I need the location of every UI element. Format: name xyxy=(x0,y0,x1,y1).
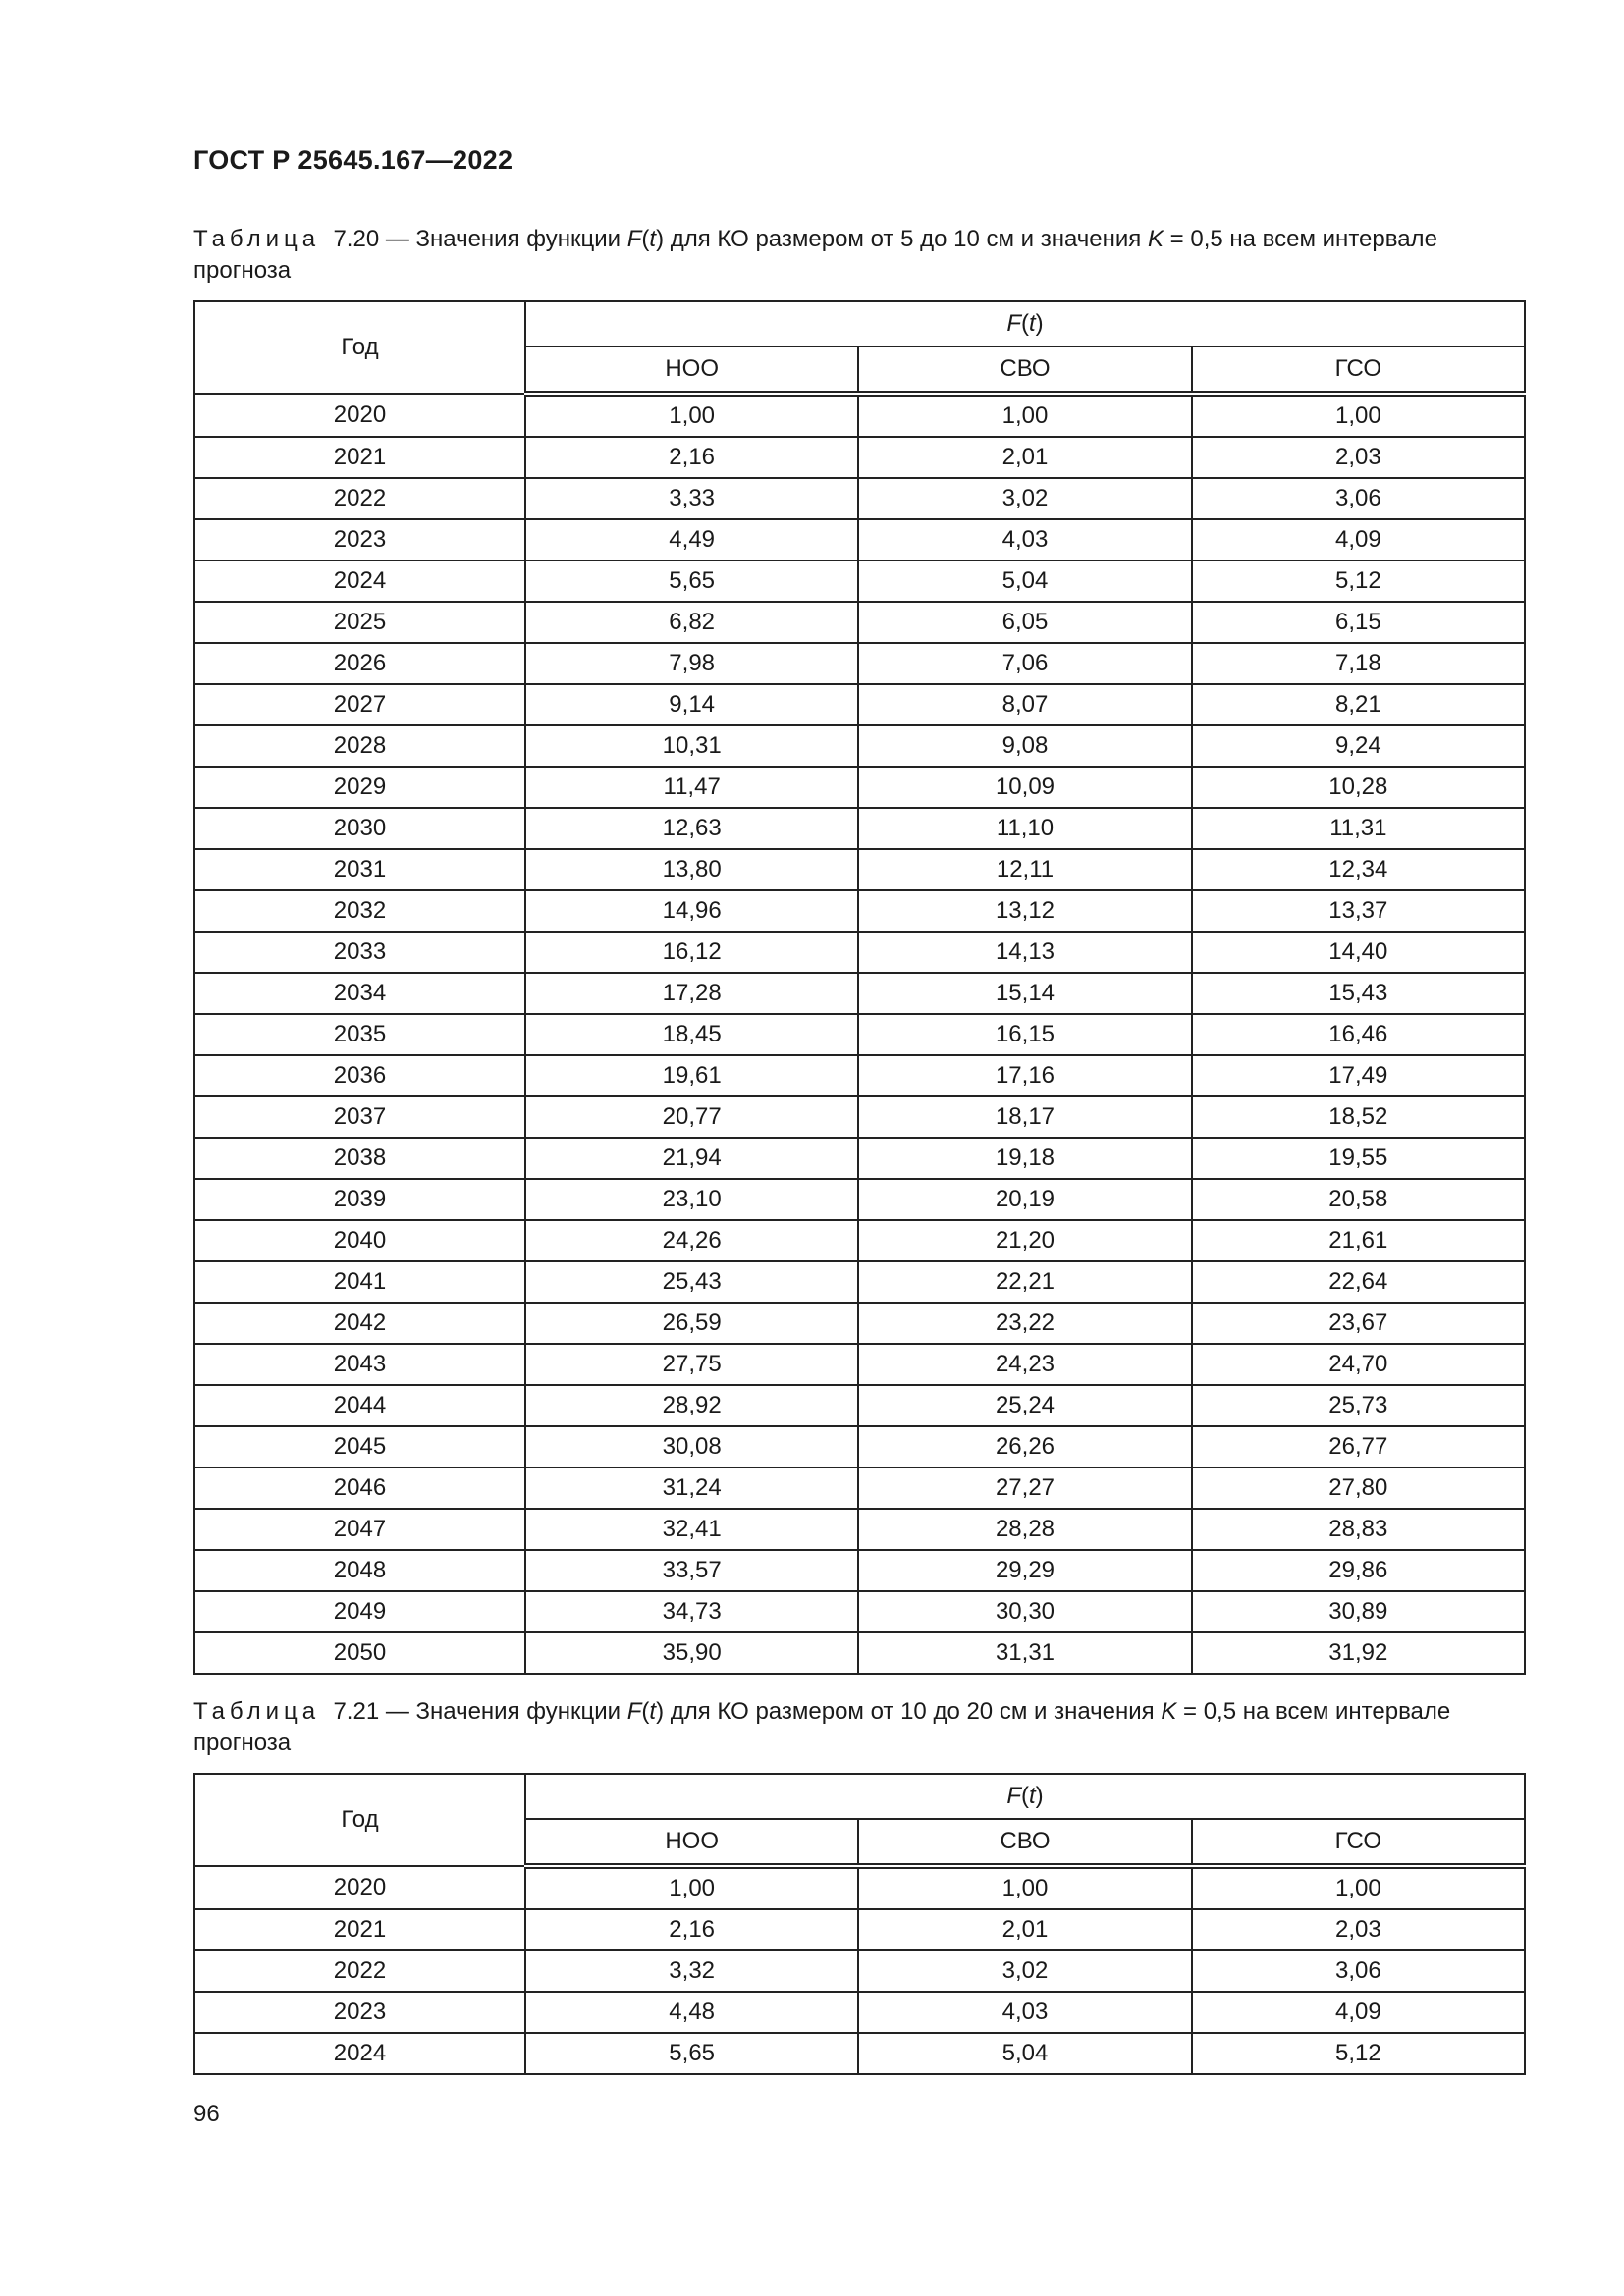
value-cell: 30,89 xyxy=(1192,1591,1525,1632)
value-cell: 13,37 xyxy=(1192,890,1525,932)
caption-func: F xyxy=(626,226,642,252)
value-cell: 5,04 xyxy=(858,561,1191,602)
value-cell: 25,43 xyxy=(525,1261,858,1303)
value-cell: 30,30 xyxy=(858,1591,1191,1632)
year-cell: 2023 xyxy=(194,1992,525,2033)
value-cell: 23,22 xyxy=(858,1303,1191,1344)
year-cell: 2035 xyxy=(194,1014,525,1055)
year-cell: 2024 xyxy=(194,2033,525,2074)
value-cell: 4,09 xyxy=(1192,1992,1525,2033)
table-row xyxy=(194,1550,1525,1591)
caption-label: Таблица xyxy=(193,226,321,252)
year-cell: 2020 xyxy=(194,1866,525,1909)
year-cell: 2028 xyxy=(194,725,525,767)
table-caption: Таблица 7.21 — Значения функции F(t) для КО размером от 10 до 20 см и значения K = 0,5 на всем интервале прогноза xyxy=(193,1698,1451,1756)
value-cell: 24,23 xyxy=(858,1344,1191,1385)
value-cell: 11,31 xyxy=(1192,808,1525,849)
value-cell: 13,12 xyxy=(858,890,1191,932)
value-cell: 9,14 xyxy=(525,684,858,725)
table-row xyxy=(194,1014,1525,1055)
table-row xyxy=(194,478,1525,519)
value-cell: 34,73 xyxy=(525,1591,858,1632)
year-cell: 2033 xyxy=(194,932,525,973)
year-cell: 2029 xyxy=(194,767,525,808)
table-row xyxy=(194,725,1525,767)
value-cell: 12,63 xyxy=(525,808,858,849)
table-row xyxy=(194,394,1525,437)
year-cell: 2044 xyxy=(194,1385,525,1426)
table-row xyxy=(194,849,1525,890)
value-cell: 1,00 xyxy=(1192,1866,1525,1909)
column-header: СВО xyxy=(858,347,1191,394)
value-cell: 27,80 xyxy=(1192,1468,1525,1509)
table-row xyxy=(194,561,1525,602)
table-row xyxy=(194,643,1525,684)
value-cell: 20,77 xyxy=(525,1096,858,1138)
year-cell: 2046 xyxy=(194,1468,525,1509)
value-cell: 29,29 xyxy=(858,1550,1191,1591)
value-cell: 10,09 xyxy=(858,767,1191,808)
caption-k: K xyxy=(1147,226,1164,252)
table-row xyxy=(194,1468,1525,1509)
table-row xyxy=(194,932,1525,973)
value-cell: 16,46 xyxy=(1192,1014,1525,1055)
year-cell: 2027 xyxy=(194,684,525,725)
year-cell: 2022 xyxy=(194,1950,525,1992)
year-cell: 2031 xyxy=(194,849,525,890)
year-cell: 2032 xyxy=(194,890,525,932)
year-cell: 2024 xyxy=(194,561,525,602)
value-cell: 21,20 xyxy=(858,1220,1191,1261)
year-cell: 2034 xyxy=(194,973,525,1014)
value-cell: 7,06 xyxy=(858,643,1191,684)
table-row xyxy=(194,890,1525,932)
year-cell: 2023 xyxy=(194,519,525,561)
value-cell: 3,06 xyxy=(1192,478,1525,519)
value-cell: 3,06 xyxy=(1192,1950,1525,1992)
value-cell: 17,28 xyxy=(525,973,858,1014)
year-cell: 2041 xyxy=(194,1261,525,1303)
table-row xyxy=(194,1055,1525,1096)
year-cell: 2021 xyxy=(194,1909,525,1950)
data-table xyxy=(193,300,1526,1675)
table-row xyxy=(194,1632,1525,1674)
value-cell: 4,49 xyxy=(525,519,858,561)
value-cell: 11,10 xyxy=(858,808,1191,849)
caption-text: для КО размером от 5 до 10 см и значения xyxy=(670,226,1142,252)
value-cell: 10,28 xyxy=(1192,767,1525,808)
table-row xyxy=(194,519,1525,561)
caption-func: F xyxy=(626,1698,642,1725)
value-cell: 35,90 xyxy=(525,1632,858,1674)
table-row xyxy=(194,1261,1525,1303)
year-cell: 2020 xyxy=(194,394,525,437)
table-row xyxy=(194,1138,1525,1179)
caption-arg: t xyxy=(649,226,657,252)
table-row xyxy=(194,1096,1525,1138)
year-cell: 2037 xyxy=(194,1096,525,1138)
value-cell: 28,92 xyxy=(525,1385,858,1426)
table-row xyxy=(194,973,1525,1014)
value-cell: 26,26 xyxy=(858,1426,1191,1468)
caption-text: 7.21 — Значения функции xyxy=(333,1698,622,1725)
value-cell: 1,00 xyxy=(525,1866,858,1909)
year-cell: 2047 xyxy=(194,1509,525,1550)
year-cell: 2048 xyxy=(194,1550,525,1591)
year-cell: 2021 xyxy=(194,437,525,478)
caption-text: = 0,5 на всем интервале прогноза xyxy=(193,1698,1451,1756)
year-cell: 2022 xyxy=(194,478,525,519)
table-row xyxy=(194,437,1525,478)
table-row xyxy=(194,684,1525,725)
table-row xyxy=(194,1509,1525,1550)
table-row xyxy=(194,1992,1525,2033)
value-cell: 16,15 xyxy=(858,1014,1191,1055)
value-cell: 13,80 xyxy=(525,849,858,890)
caption-arg: t xyxy=(649,1698,657,1725)
value-cell: 28,83 xyxy=(1192,1509,1525,1550)
value-cell: 2,03 xyxy=(1192,1909,1525,1950)
value-cell: 1,00 xyxy=(858,1866,1191,1909)
value-cell: 29,86 xyxy=(1192,1550,1525,1591)
value-cell: 1,00 xyxy=(1192,394,1525,437)
value-cell: 16,12 xyxy=(525,932,858,973)
column-header: СВО xyxy=(858,1819,1191,1866)
table-row xyxy=(194,2033,1525,2074)
value-cell: 21,94 xyxy=(525,1138,858,1179)
value-cell: 20,58 xyxy=(1192,1179,1525,1220)
year-column-header: Год xyxy=(194,301,525,394)
value-cell: 6,05 xyxy=(858,602,1191,643)
value-cell: 3,33 xyxy=(525,478,858,519)
value-cell: 30,08 xyxy=(525,1426,858,1468)
year-cell: 2040 xyxy=(194,1220,525,1261)
value-cell: 19,18 xyxy=(858,1138,1191,1179)
value-cell: 8,21 xyxy=(1192,684,1525,725)
caption-text: 7.20 — Значения функции xyxy=(333,226,622,252)
value-cell: 32,41 xyxy=(525,1509,858,1550)
value-cell: 15,43 xyxy=(1192,973,1525,1014)
column-header: ГСО xyxy=(1192,1819,1525,1866)
value-cell: 3,02 xyxy=(858,478,1191,519)
year-cell: 2030 xyxy=(194,808,525,849)
year-cell: 2036 xyxy=(194,1055,525,1096)
value-cell: 14,40 xyxy=(1192,932,1525,973)
function-group-header: F(t) xyxy=(525,301,1525,347)
column-header: НОО xyxy=(525,1819,858,1866)
value-cell: 31,24 xyxy=(525,1468,858,1509)
value-cell: 3,02 xyxy=(858,1950,1191,1992)
year-cell: 2042 xyxy=(194,1303,525,1344)
table-row xyxy=(194,1591,1525,1632)
year-cell: 2049 xyxy=(194,1591,525,1632)
value-cell: 2,01 xyxy=(858,1909,1191,1950)
value-cell: 2,01 xyxy=(858,437,1191,478)
value-cell: 24,70 xyxy=(1192,1344,1525,1385)
value-cell: 1,00 xyxy=(858,394,1191,437)
table-row xyxy=(194,1385,1525,1426)
table-row xyxy=(194,1909,1525,1950)
value-cell: 9,24 xyxy=(1192,725,1525,767)
year-cell: 2045 xyxy=(194,1426,525,1468)
year-cell: 2050 xyxy=(194,1632,525,1674)
year-cell: 2026 xyxy=(194,643,525,684)
value-cell: 27,75 xyxy=(525,1344,858,1385)
value-cell: 22,21 xyxy=(858,1261,1191,1303)
table-caption: Таблица 7.20 — Значения функции F(t) для КО размером от 5 до 10 см и значения K = 0,5 на всем интервале прогноза xyxy=(193,226,1437,284)
table-row xyxy=(194,602,1525,643)
document-header: ГОСТ Р 25645.167—2022 xyxy=(193,145,514,175)
value-cell: 25,73 xyxy=(1192,1385,1525,1426)
value-cell: 12,11 xyxy=(858,849,1191,890)
data-table xyxy=(193,1773,1526,2075)
value-cell: 4,09 xyxy=(1192,519,1525,561)
value-cell: 10,31 xyxy=(525,725,858,767)
table-row xyxy=(194,1866,1525,1909)
value-cell: 5,12 xyxy=(1192,561,1525,602)
value-cell: 4,03 xyxy=(858,519,1191,561)
value-cell: 33,57 xyxy=(525,1550,858,1591)
value-cell: 24,26 xyxy=(525,1220,858,1261)
value-cell: 31,31 xyxy=(858,1632,1191,1674)
value-cell: 8,07 xyxy=(858,684,1191,725)
value-cell: 14,96 xyxy=(525,890,858,932)
year-cell: 2039 xyxy=(194,1179,525,1220)
value-cell: 17,16 xyxy=(858,1055,1191,1096)
function-group-header: F(t) xyxy=(525,1774,1525,1819)
value-cell: 12,34 xyxy=(1192,849,1525,890)
value-cell: 2,16 xyxy=(525,1909,858,1950)
value-cell: 26,59 xyxy=(525,1303,858,1344)
column-header: ГСО xyxy=(1192,347,1525,394)
value-cell: 7,18 xyxy=(1192,643,1525,684)
table-row xyxy=(194,1950,1525,1992)
value-cell: 5,12 xyxy=(1192,2033,1525,2074)
value-cell: 22,64 xyxy=(1192,1261,1525,1303)
value-cell: 5,65 xyxy=(525,561,858,602)
value-cell: 23,67 xyxy=(1192,1303,1525,1344)
page-number: 96 xyxy=(193,2101,220,2127)
table-row xyxy=(194,1179,1525,1220)
value-cell: 18,17 xyxy=(858,1096,1191,1138)
value-cell: 19,61 xyxy=(525,1055,858,1096)
value-cell: 6,82 xyxy=(525,602,858,643)
table-row xyxy=(194,808,1525,849)
value-cell: 4,48 xyxy=(525,1992,858,2033)
value-cell: 19,55 xyxy=(1192,1138,1525,1179)
value-cell: 31,92 xyxy=(1192,1632,1525,1674)
value-cell: 9,08 xyxy=(858,725,1191,767)
value-cell: 23,10 xyxy=(525,1179,858,1220)
value-cell: 14,13 xyxy=(858,932,1191,973)
table-row xyxy=(194,1426,1525,1468)
caption-text: = 0,5 на всем интервале прогноза xyxy=(193,226,1437,284)
year-cell: 2025 xyxy=(194,602,525,643)
value-cell: 3,32 xyxy=(525,1950,858,1992)
caption-label: Таблица xyxy=(193,1698,321,1725)
year-cell: 2038 xyxy=(194,1138,525,1179)
value-cell: 27,27 xyxy=(858,1468,1191,1509)
table-row xyxy=(194,1303,1525,1344)
value-cell: 2,16 xyxy=(525,437,858,478)
value-cell: 20,19 xyxy=(858,1179,1191,1220)
caption-text: для КО размером от 10 до 20 см и значения xyxy=(670,1698,1155,1725)
value-cell: 4,03 xyxy=(858,1992,1191,2033)
year-column-header: Год xyxy=(194,1774,525,1866)
value-cell: 25,24 xyxy=(858,1385,1191,1426)
value-cell: 6,15 xyxy=(1192,602,1525,643)
value-cell: 15,14 xyxy=(858,973,1191,1014)
value-cell: 26,77 xyxy=(1192,1426,1525,1468)
value-cell: 5,04 xyxy=(858,2033,1191,2074)
value-cell: 7,98 xyxy=(525,643,858,684)
value-cell: 21,61 xyxy=(1192,1220,1525,1261)
table-row xyxy=(194,767,1525,808)
value-cell: 17,49 xyxy=(1192,1055,1525,1096)
value-cell: 5,65 xyxy=(525,2033,858,2074)
value-cell: 28,28 xyxy=(858,1509,1191,1550)
caption-k: K xyxy=(1161,1698,1177,1725)
year-cell: 2043 xyxy=(194,1344,525,1385)
value-cell: 18,45 xyxy=(525,1014,858,1055)
value-cell: 2,03 xyxy=(1192,437,1525,478)
value-cell: 11,47 xyxy=(525,767,858,808)
column-header: НОО xyxy=(525,347,858,394)
table-row xyxy=(194,1220,1525,1261)
value-cell: 1,00 xyxy=(525,394,858,437)
value-cell: 18,52 xyxy=(1192,1096,1525,1138)
table-row xyxy=(194,1344,1525,1385)
